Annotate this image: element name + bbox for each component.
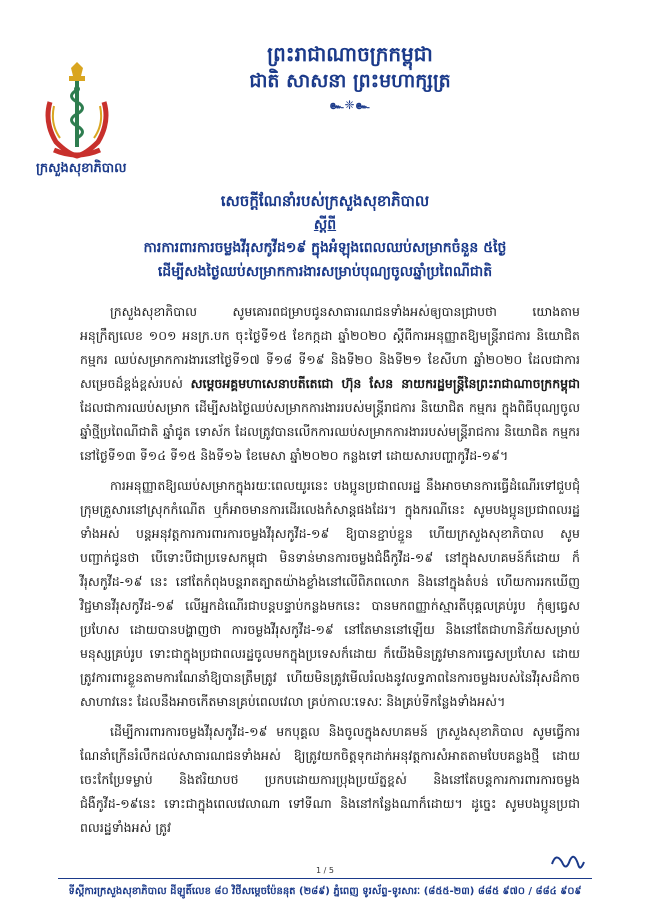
paragraph-2: ការអនុញ្ញាតឱ្យឈប់សម្រាកក្នុងរយៈពេលយូរនេះ បងប្អូនប្រជាពលរដ្ឋ នឹងអាចមានការធ្វើដំណើរទៅជួបជុំក្រុមគ្រួសារនៅស្រុកកំណើត ឬក៏អាចមានការដើរលេងកំសាន្តផងដែរ។ ក្នុងករណីនេះ សូមបងប្អូនប្រជាពលរដ្ឋទាំងអស់ បន្តអនុវត្តការការពារការចម្លងវីរុសកូវីដ-១៩ ឱ្យបានខ្ជាប់ខ្ជួន ហើយក្រសួងសុខាភិបាល សូមបញ្ជាក់ជូនថា បើទោះបីជាប្រទេសកម្ពុជា មិនទាន់មានការចម្លងជំងឺកូវីដ-១៩ នៅក្នុងសហគមន៍ក៏ដោយ ក៏វីរុសកូវីដ-១៩ នេះ នៅតែកំពុងបន្តរាតត្បាតយ៉ាងខ្លាំងនៅលើពិភពលោក និងនៅក្នុងតំបន់ ហើយការរកឃើញវិជ្ជមានវីរុសកូវីដ-១៩ លើអ្នកដំណើរជាបន្តបន្ទាប់កន្លងមកនេះ បានមកពញ្ញាក់ស្មារតីបុគ្គលគ្រប់រូប កុំឲ្យធ្វេសប្រហែស ដោយបានបង្ហាញថា ការចម្លងវីរុសកូវីដ-១៩ នៅតែមាននៅឡើយ និងនៅតែជាហានិភ័យសម្រាប់មនុស្សគ្រប់រូប ទោះជាក្នុងប្រជាពលរដ្ឋចូលមកក្នុងប្រទេសក៏ដោយ ក៏យើងមិនត្រូវមានការធ្វេសប្រហែស ដោយត្រូវការពារខ្លួនតាមការណែនាំឱ្យបានត្រឹមត្រូវ ហើយមិនត្រូវមើលរំលងនូវលទ្ធភាពនៃការចម្លងរបស់នៃវីរុសដ៏កាចសាហាវនេះ ដែលនឹងអាចកើតមានគ្រប់ពេលវេលា គ្រប់កាលៈទេសៈ និងគ្រប់ទីកន្លែងទាំងអស់។ [80,478,580,709]
initials-signature [548,848,588,876]
paragraph-1 [80,300,580,468]
announcement-title [60,188,590,284]
footer-address: ទីស្តីការក្រសួងសុខាភិបាល ដីឡូតិ៍លេខ ៨០ វិថីសម្តេចប៉ែននុត (២៨៩) ភ្នំពេញ ទូរស័ព្ទ-ទូរសារៈ (៨៥៥-២៣) ៨៨៥ ៩៧០ / ៨៨៤ ៩០៩ [68,886,582,897]
page-number: 1 / 5 [316,866,334,875]
paragraph-1-part-a: ក្រសួងសុខាភិបាល សូមគោរពជម្រាបជូនសាធារណជនទាំងអស់ឲ្យបានជ្រាបថា យោងតាមអនុក្រឹត្យលេខ ១០១ អនក្រ.បក ចុះថ្ងៃទី១៥ ខែកក្កដា ឆ្នាំ២០២០ ស្ដីពីការអនុញ្ញាតឱ្យមន្ត្រីរាជការ និយោជិត កម្មករ ឈប់សម្រាកការងារនៅថ្ងៃទី១៧ ទី១៨ ទី១៩ និងទី២០ និងទី២១ ខែសីហា ឆ្នាំ២០២០ ដែលជាការសម្រេចដ៏ខ្ពង់ខ្ពស់របស់ [80,304,580,391]
title-line-3: ការការពារការចម្លងវីរុសកូវីដ១៩ ក្នុងអំឡុងពេលឈប់សម្រាកចំនួន ៥ថ្ងៃ [143,240,507,256]
kingdom-header [200,40,500,115]
ornament-divider: ๛❈๛ [329,98,371,112]
paragraph-1-part-b: ដែលជាការឈប់សម្រាក ដើម្បីសងថ្ងៃឈប់សម្រាកការងាររបស់មន្ត្រីរាជការ និយោជិត កម្មករ ក្នុងពិធីបុណ្យចូលឆ្នាំថ្មីប្រពៃណីជាតិ ឆ្នាំជូត ទោស័ក ដែលត្រូវបានលើកការឈប់សម្រាកការងាររបស់មន្ត្រីរាជការ និយោជិត កម្មករ នៅថ្ងៃទី១៣ ទី១៤ ទី១៥ និងទី១៦ ខែមេសា ឆ្នាំ២០២០ កន្លងទៅ ដោយសារបញ្ហាកូវីដ-១៩។ [80,400,580,463]
footer-divider [58,878,592,879]
kingdom-title: ព្រះរាជាណាចក្រកម្ពុជា [267,42,433,66]
national-motto: ជាតិ សាសនា ព្រះមហាក្សត្រ [249,70,451,92]
title-line-1: សេចក្ដីណែនាំរបស់ក្រសួងសុខាភិបាល [220,192,430,210]
title-line-4: ដើម្បីសងថ្ងៃឈប់សម្រាកការងារសម្រាប់បុណ្យចូលឆ្នាំប្រពៃណីជាតិ [157,264,493,280]
prime-minister-name: សម្ដេចអគ្គមហាសេនាបតីតេជោ ហ៊ុន សែន នាយករដ្ឋមន្ត្រីនៃព្រះរាជាណាចក្រកម្ពុជា [190,376,580,391]
body-content [80,300,580,846]
title-line-2: ស្ដីពី [313,217,337,233]
paragraph-3: ដើម្បីការពារការចម្លងវីរុសកូវីដ-១៩ មកបុគ្គល និងចូលក្នុងសហគមន៍ ក្រសួងសុខាភិបាល សូមធ្វើការណែនាំក្រើនរំលឹកដល់សាធារណជនទាំងអស់ ឱ្យត្រូវយកចិត្តទុកដាក់អនុវត្តការសំអាតតាមបែបគន្លងថ្មី ដោយចេះកែប្រែទម្លាប់ និងឥរិយាបថ ប្រកបដោយការប្រុងប្រយ័ត្នខ្ពស់ និងនៅតែបន្តការការពារការចម្លងជំងឺកូវីដ-១៩នេះ ទោះជាក្នុងពេលវេលាណា ទៅទីណា និងនៅកន្លែងណាក៏ដោយ។ ដូច្នេះ សូមបងប្អូនប្រជាពលរដ្ឋទាំងអស់ ត្រូវ [80,724,580,835]
ministry-logo [38,62,116,162]
ministry-name: ក្រសួងសុខាភិបាល [36,161,127,176]
